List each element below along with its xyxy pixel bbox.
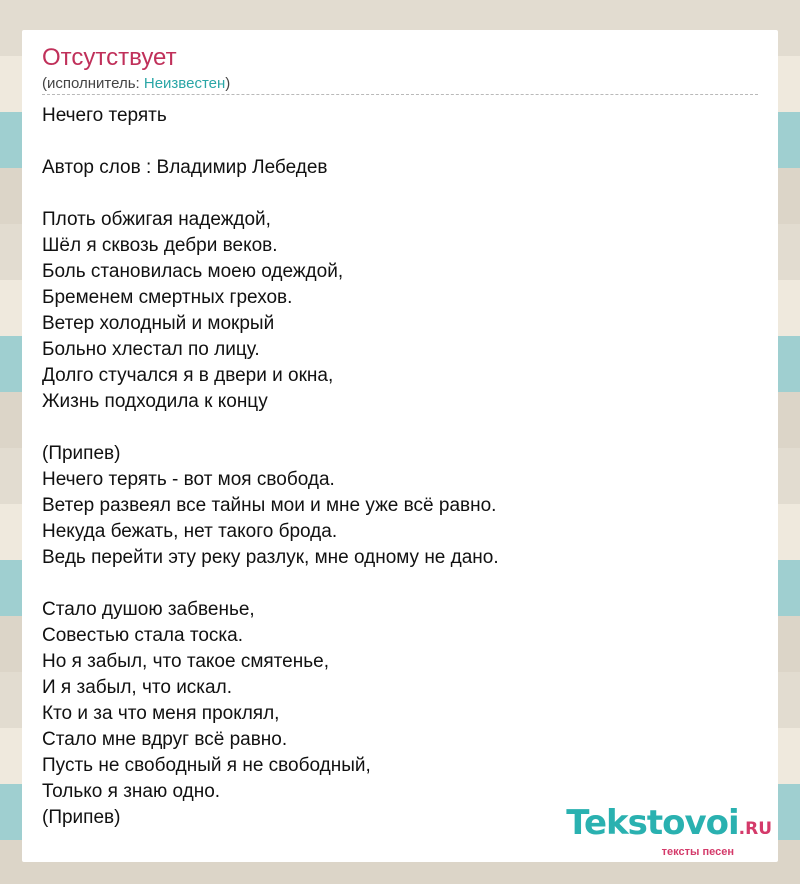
lyrics-line: (Припев) — [42, 807, 121, 828]
lyrics-blank-line — [42, 571, 758, 597]
lyrics-line: Долго стучался я в двери и окна, — [42, 365, 334, 386]
lyrics-line: Некуда бежать, нет такого брода. — [42, 521, 338, 542]
lyrics-line: Кто и за что меня проклял, — [42, 703, 280, 724]
lyrics-line: Ведь перейти эту реку разлук, мне одному не дано. — [42, 547, 499, 568]
lyrics-line: (Припев) — [42, 443, 121, 464]
artist-line — [42, 74, 758, 94]
lyrics-line: Жизнь подходила к концу — [42, 391, 268, 412]
lyrics-line: Стало мне вдруг всё равно. — [42, 729, 288, 750]
logo-brand: Tekstovoi — [566, 803, 739, 843]
lyrics-body — [42, 103, 758, 831]
header-divider — [42, 94, 758, 95]
lyrics-line: Плоть обжигая надеждой, — [42, 209, 271, 230]
lyrics-line: Ветер развеял все тайны мои и мне уже всё равно. — [42, 495, 497, 516]
lyrics-line: Боль становилась моею одеждой, — [42, 261, 344, 282]
lyrics-line: Только я знаю одно. — [42, 781, 221, 802]
lyrics-line: Ветер холодный и мокрый — [42, 313, 275, 334]
logo-tld: .RU — [738, 819, 772, 839]
lyrics-line: Больно хлестал по лицу. — [42, 339, 260, 360]
lyrics-card — [22, 30, 778, 862]
lyrics-line: Нечего терять - вот моя свобода. — [42, 469, 335, 490]
artist-suffix: ) — [225, 75, 231, 92]
lyrics-line: Пусть не свободный я не свободный, — [42, 755, 371, 776]
song-title: Отсутствует — [42, 44, 177, 71]
lyrics-line: И я забыл, что искал. — [42, 677, 232, 698]
lyrics-line: Стало душою забвенье, — [42, 599, 255, 620]
site-logo — [566, 803, 772, 846]
lyrics-blank-line — [42, 181, 758, 207]
lyrics-line: Но я забыл, что такое смятенье, — [42, 651, 329, 672]
lyrics-blank-line — [42, 129, 758, 155]
artist-link[interactable]: Неизвестен — [143, 75, 226, 92]
lyrics-line: Шёл я сквозь дебри веков. — [42, 235, 278, 256]
lyrics-blank-line — [42, 415, 758, 441]
lyrics-line: Автор слов : Владимир Лебедев — [42, 157, 328, 178]
lyrics-line: Бременем смертных грехов. — [42, 287, 293, 308]
lyrics-line: Нечего терять — [42, 105, 167, 126]
site-watermark — [566, 803, 772, 858]
artist-prefix: (исполнитель: — [42, 75, 144, 92]
lyrics-line: Совестью стала тоска. — [42, 625, 243, 646]
logo-tagline: тексты песен — [661, 846, 734, 858]
